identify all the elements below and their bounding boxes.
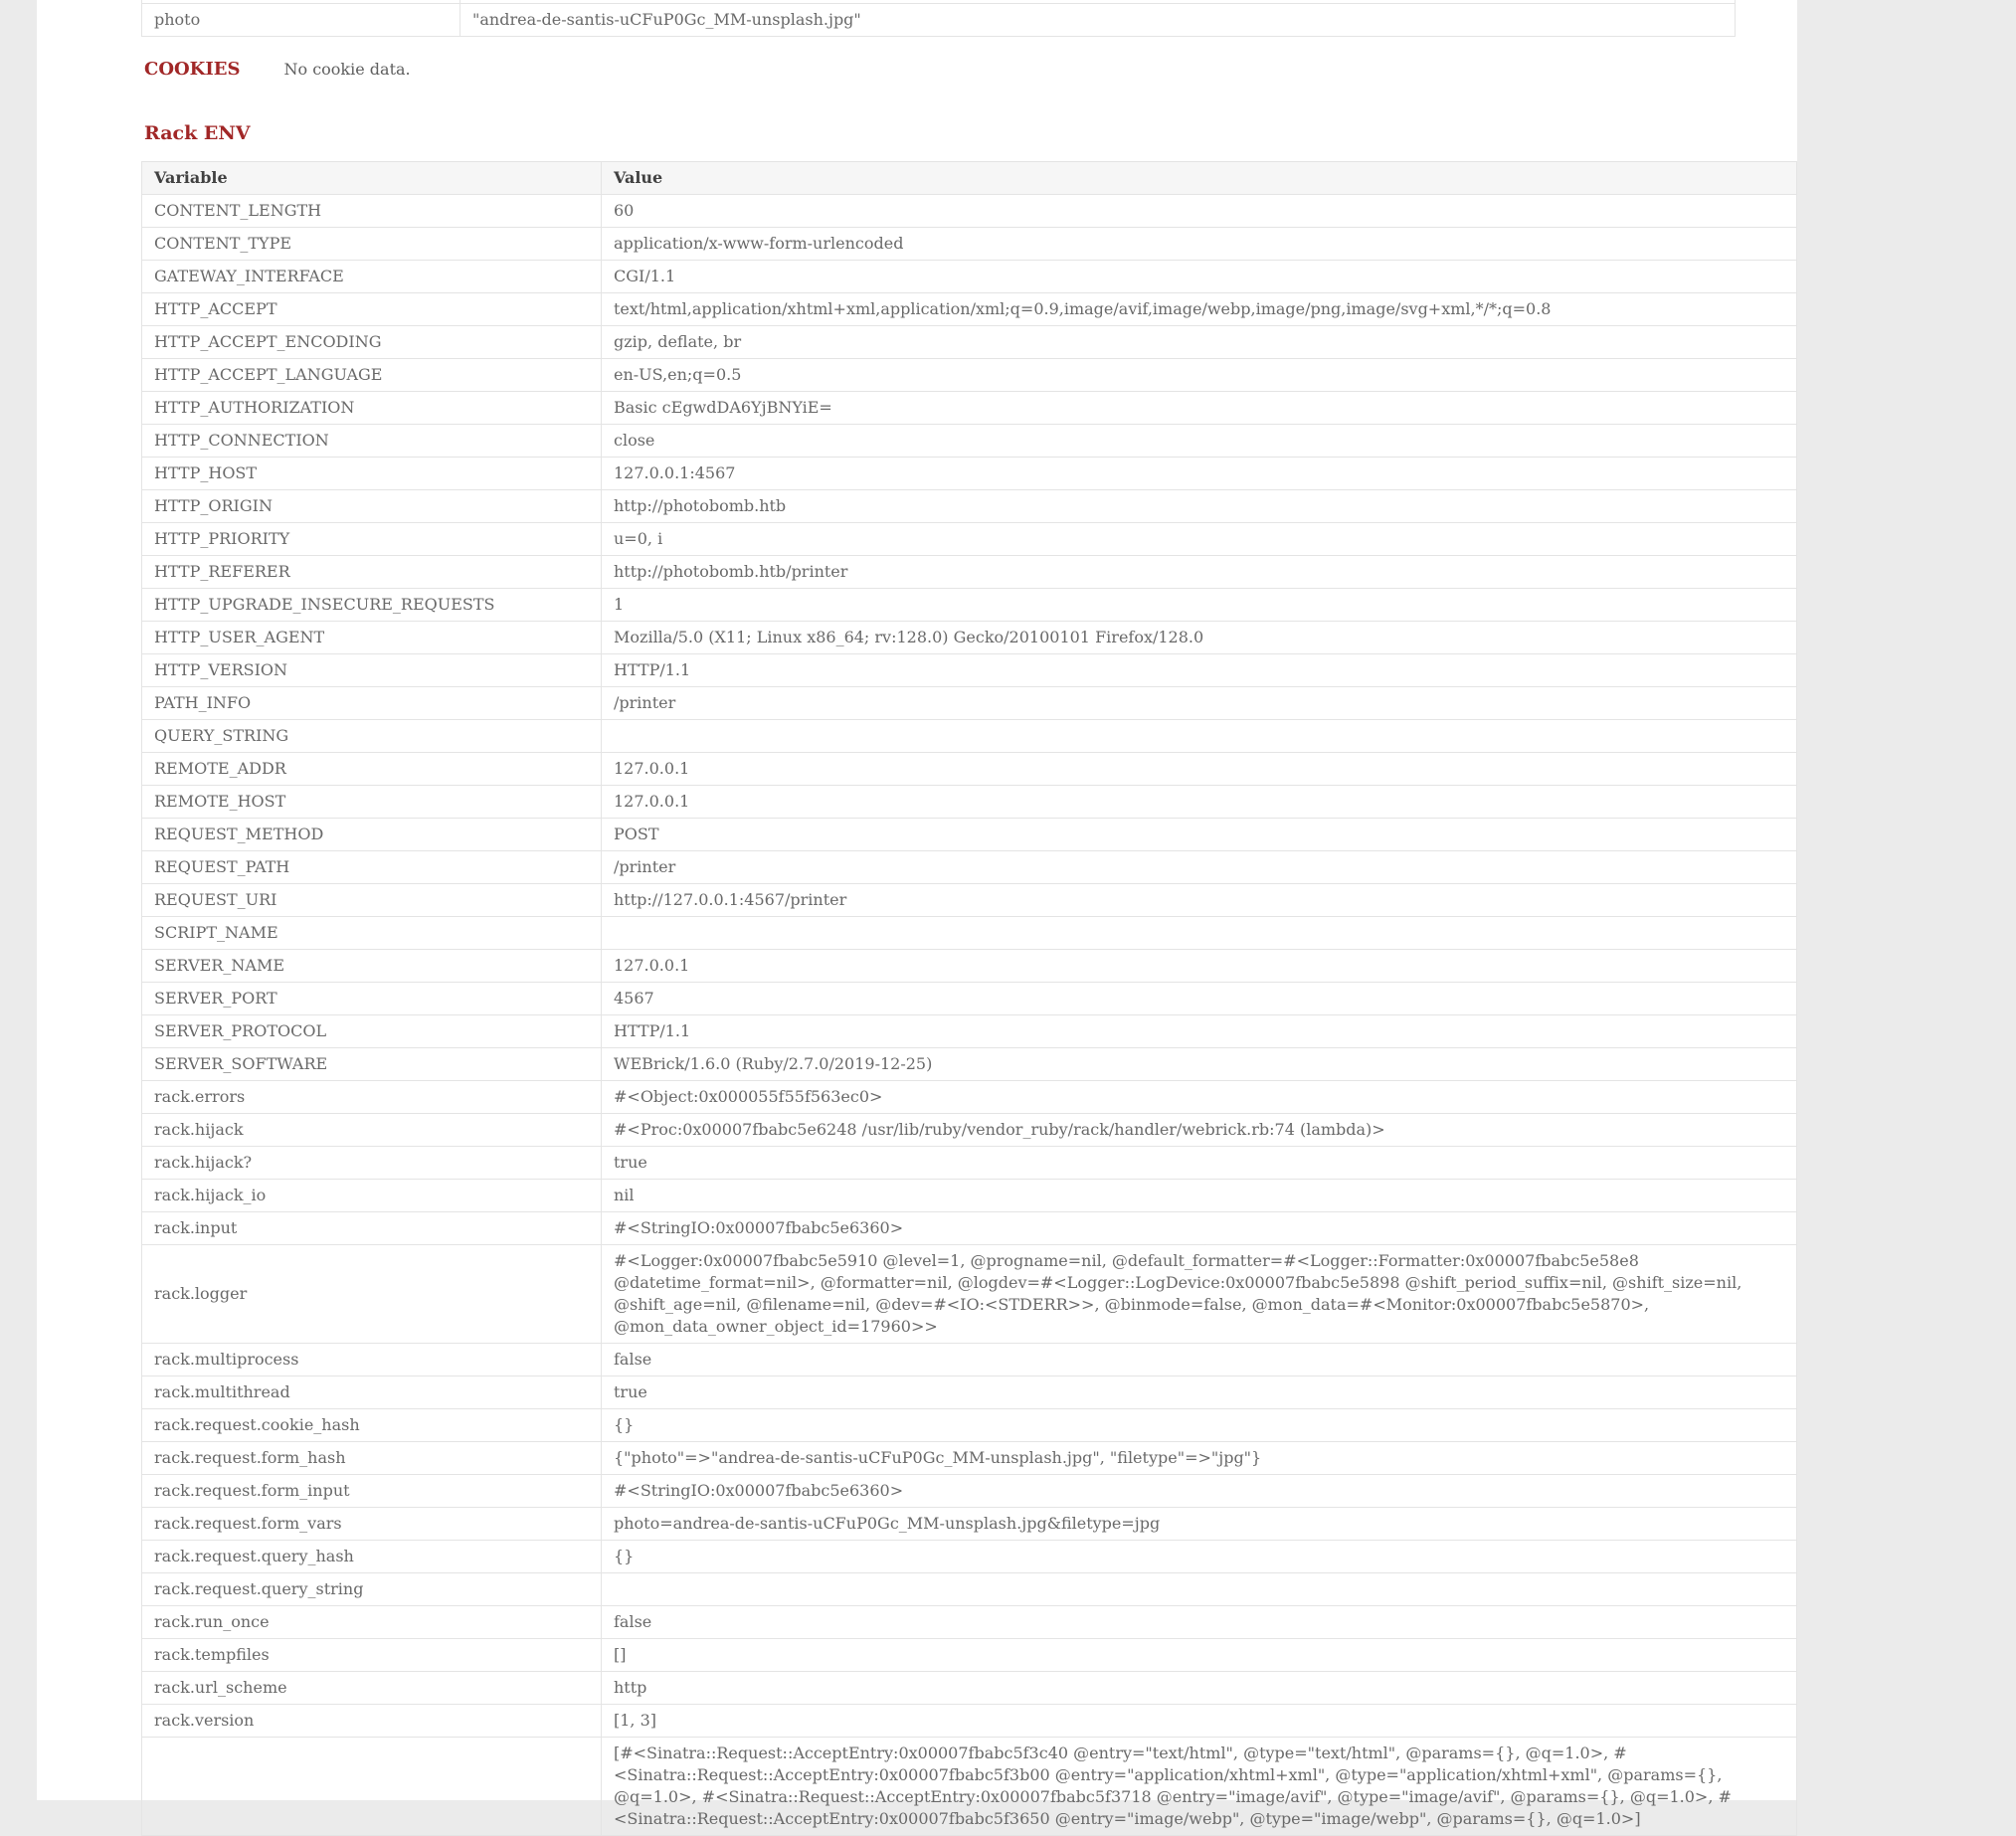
post-data-table [141, 0, 1736, 37]
env-variable-name: REMOTE_ADDR [142, 753, 602, 786]
table-row [142, 4, 1736, 37]
table-row [142, 425, 1797, 458]
value-column-header: Value [602, 162, 1797, 195]
env-variable-name: HTTP_ACCEPT_LANGUAGE [142, 359, 602, 392]
env-variable-name: HTTP_PRIORITY [142, 523, 602, 556]
env-variable-name: rack.url_scheme [142, 1672, 602, 1705]
table-row [142, 1212, 1797, 1245]
env-variable-name: HTTP_UPGRADE_INSECURE_REQUESTS [142, 589, 602, 622]
env-variable-name: SCRIPT_NAME [142, 917, 602, 950]
table-row [142, 293, 1797, 326]
table-row [142, 1705, 1797, 1738]
rack-env-heading: Rack ENV [144, 122, 251, 144]
table-row [142, 917, 1797, 950]
env-variable-value: HTTP/1.1 [602, 1015, 1797, 1048]
env-variable-value: #<Object:0x000055f55f563ec0> [602, 1081, 1797, 1114]
table-row [142, 589, 1797, 622]
table-row [142, 261, 1797, 293]
env-variable-name: HTTP_HOST [142, 458, 602, 490]
env-variable-name: rack.request.query_string [142, 1573, 602, 1606]
env-variable-name: HTTP_CONNECTION [142, 425, 602, 458]
env-variable-name: rack.multiprocess [142, 1344, 602, 1377]
table-row [142, 1442, 1797, 1475]
env-variable-name: rack.run_once [142, 1606, 602, 1639]
env-variable-value: photo=andrea-de-santis-uCFuP0Gc_MM-unsplash.jpg&filetype=jpg [602, 1508, 1797, 1541]
post-value-cell: "andrea-de-santis-uCFuP0Gc_MM-unsplash.jpg" [460, 4, 1736, 37]
table-row [142, 458, 1797, 490]
table-row [142, 753, 1797, 786]
env-variable-name: rack.input [142, 1212, 602, 1245]
env-variable-name: HTTP_ACCEPT_ENCODING [142, 326, 602, 359]
env-variable-name: HTTP_REFERER [142, 556, 602, 589]
table-row [142, 1606, 1797, 1639]
table-row [142, 1475, 1797, 1508]
env-variable-name: rack.hijack? [142, 1147, 602, 1180]
env-variable-name: PATH_INFO [142, 687, 602, 720]
table-row [142, 1541, 1797, 1573]
env-variable-value [602, 1573, 1797, 1606]
cookies-heading: COOKIES [144, 59, 241, 80]
env-variable-value: {"photo"=>"andrea-de-santis-uCFuP0Gc_MM-unsplash.jpg", "filetype"=>"jpg"} [602, 1442, 1797, 1475]
table-row [142, 1180, 1797, 1212]
env-variable-value: http [602, 1672, 1797, 1705]
table-row [142, 523, 1797, 556]
table-row [142, 950, 1797, 983]
env-variable-name: rack.logger [142, 1245, 602, 1344]
env-variable-name: SERVER_SOFTWARE [142, 1048, 602, 1081]
post-key-cell: photo [142, 4, 460, 37]
env-variable-name: rack.hijack_io [142, 1180, 602, 1212]
env-variable-value: /printer [602, 851, 1797, 884]
env-variable-value: nil [602, 1180, 1797, 1212]
env-variable-value: 60 [602, 195, 1797, 228]
table-row [142, 819, 1797, 851]
env-variable-value: http://127.0.0.1:4567/printer [602, 884, 1797, 917]
env-variable-name: REQUEST_METHOD [142, 819, 602, 851]
env-variable-value: true [602, 1377, 1797, 1409]
env-variable-value: true [602, 1147, 1797, 1180]
content-panel [37, 0, 1797, 1828]
table-row [142, 195, 1797, 228]
env-variable-value: false [602, 1606, 1797, 1639]
env-variable-name: REMOTE_HOST [142, 786, 602, 819]
table-row [142, 720, 1797, 753]
env-variable-value [602, 917, 1797, 950]
env-variable-name: QUERY_STRING [142, 720, 602, 753]
env-variable-value [602, 720, 1797, 753]
env-variable-value: gzip, deflate, br [602, 326, 1797, 359]
table-row [142, 1639, 1797, 1672]
table-row [142, 1672, 1797, 1705]
rack-env-table [141, 161, 1797, 1836]
env-variable-value: false [602, 1344, 1797, 1377]
env-variable-name: rack.errors [142, 1081, 602, 1114]
env-variable-name: REQUEST_PATH [142, 851, 602, 884]
env-variable-value: 127.0.0.1:4567 [602, 458, 1797, 490]
table-header-row [142, 162, 1797, 195]
table-row [142, 851, 1797, 884]
env-variable-name: rack.request.form_hash [142, 1442, 602, 1475]
no-cookie-data-text: No cookie data. [283, 60, 411, 79]
env-variable-value: u=0, i [602, 523, 1797, 556]
env-variable-value: #<StringIO:0x00007fbabc5e6360> [602, 1212, 1797, 1245]
table-row [142, 1081, 1797, 1114]
table-row [142, 556, 1797, 589]
table-row [142, 1377, 1797, 1409]
table-row [142, 1048, 1797, 1081]
table-row [142, 1508, 1797, 1541]
env-variable-value: [] [602, 1639, 1797, 1672]
table-row [142, 1344, 1797, 1377]
env-variable-name: rack.request.form_input [142, 1475, 602, 1508]
table-row [142, 1114, 1797, 1147]
env-variable-value: http://photobomb.htb/printer [602, 556, 1797, 589]
env-variable-name: REQUEST_URI [142, 884, 602, 917]
env-variable-value: WEBrick/1.6.0 (Ruby/2.7.0/2019-12-25) [602, 1048, 1797, 1081]
env-variable-value: {} [602, 1409, 1797, 1442]
env-variable-value: /printer [602, 687, 1797, 720]
env-variable-value: en-US,en;q=0.5 [602, 359, 1797, 392]
env-variable-name: SERVER_PROTOCOL [142, 1015, 602, 1048]
env-variable-value: 127.0.0.1 [602, 786, 1797, 819]
env-variable-value: [#<Sinatra::Request::AcceptEntry:0x00007fbabc5f3c40 @entry="text/html", @type="text/html", @params={}, @q=1.0>, #<Sinatra::Request::AcceptEntry:0x00007fbabc5f3b00 @entry="application/xhtml+xml", @type="application/xhtml+xml", @params={}, @q=1.0>, #<Sinatra::Request::AcceptEntry:0x00007fbabc5f3718 @entry="image/avif", @type="image/avif", @params={}, @q=1.0>, #<Sinatra::Request::AcceptEntry:0x00007fbabc5f3650 @entry="image/webp", @type="image/webp", @params={}, @q=1.0>] [602, 1738, 1797, 1836]
env-variable-value: 1 [602, 589, 1797, 622]
env-variable-name: SERVER_NAME [142, 950, 602, 983]
env-variable-value: [1, 3] [602, 1705, 1797, 1738]
env-variable-name: HTTP_USER_AGENT [142, 622, 602, 654]
env-variable-value: CGI/1.1 [602, 261, 1797, 293]
env-variable-value: application/x-www-form-urlencoded [602, 228, 1797, 261]
env-variable-value: {} [602, 1541, 1797, 1573]
env-variable-value: #<StringIO:0x00007fbabc5e6360> [602, 1475, 1797, 1508]
table-row [142, 1245, 1797, 1344]
table-row [142, 1738, 1797, 1836]
env-variable-value: Mozilla/5.0 (X11; Linux x86_64; rv:128.0) Gecko/20100101 Firefox/128.0 [602, 622, 1797, 654]
env-variable-name: rack.tempfiles [142, 1639, 602, 1672]
table-row [142, 622, 1797, 654]
table-row [142, 786, 1797, 819]
table-row [142, 490, 1797, 523]
env-variable-name: rack.request.form_vars [142, 1508, 602, 1541]
table-row [142, 326, 1797, 359]
env-variable-name: CONTENT_LENGTH [142, 195, 602, 228]
content-inner [37, 0, 1797, 1836]
env-variable-value: http://photobomb.htb [602, 490, 1797, 523]
variable-column-header: Variable [142, 162, 602, 195]
table-row [142, 1015, 1797, 1048]
table-row [142, 983, 1797, 1015]
env-variable-name: rack.version [142, 1705, 602, 1738]
table-row [142, 884, 1797, 917]
env-variable-name: rack.hijack [142, 1114, 602, 1147]
env-variable-value: text/html,application/xhtml+xml,application/xml;q=0.9,image/avif,image/webp,image/png,image/svg+xml,*/*;q=0.8 [602, 293, 1797, 326]
env-variable-value: HTTP/1.1 [602, 654, 1797, 687]
env-variable-value: 4567 [602, 983, 1797, 1015]
env-variable-name: HTTP_ORIGIN [142, 490, 602, 523]
table-row [142, 687, 1797, 720]
env-variable-name: rack.request.query_hash [142, 1541, 602, 1573]
env-variable-name: GATEWAY_INTERFACE [142, 261, 602, 293]
table-row [142, 1147, 1797, 1180]
env-variable-name: HTTP_VERSION [142, 654, 602, 687]
table-row [142, 1573, 1797, 1606]
env-variable-name [142, 1738, 602, 1836]
env-variable-value: #<Proc:0x00007fbabc5e6248 /usr/lib/ruby/vendor_ruby/rack/handler/webrick.rb:74 (lambda)> [602, 1114, 1797, 1147]
table-row [142, 1409, 1797, 1442]
cookies-section [144, 59, 1797, 80]
env-variable-name: SERVER_PORT [142, 983, 602, 1015]
env-variable-name: HTTP_ACCEPT [142, 293, 602, 326]
env-variable-name: rack.request.cookie_hash [142, 1409, 602, 1442]
table-row [142, 359, 1797, 392]
env-variable-name: HTTP_AUTHORIZATION [142, 392, 602, 425]
env-variable-value: POST [602, 819, 1797, 851]
env-variable-value: Basic cEgwdDA6YjBNYiE= [602, 392, 1797, 425]
env-variable-value: 127.0.0.1 [602, 950, 1797, 983]
env-variable-value: #<Logger:0x00007fbabc5e5910 @level=1, @progname=nil, @default_formatter=#<Logger::Formatter:0x00007fbabc5e58e8 @datetime_format=nil>, @formatter=nil, @logdev=#<Logger::LogDevice:0x00007fbabc5e5898 @shift_period_suffix=nil, @shift_size=nil, @shift_age=nil, @filename=nil, @dev=#<IO:<STDERR>>, @binmode=false, @mon_data=#<Monitor:0x00007fbabc5e5870>, @mon_data_owner_object_id=17960>> [602, 1245, 1797, 1344]
env-variable-value: 127.0.0.1 [602, 753, 1797, 786]
table-row [142, 228, 1797, 261]
env-variable-name: rack.multithread [142, 1377, 602, 1409]
table-row [142, 654, 1797, 687]
table-row [142, 392, 1797, 425]
env-variable-name: CONTENT_TYPE [142, 228, 602, 261]
env-variable-value: close [602, 425, 1797, 458]
